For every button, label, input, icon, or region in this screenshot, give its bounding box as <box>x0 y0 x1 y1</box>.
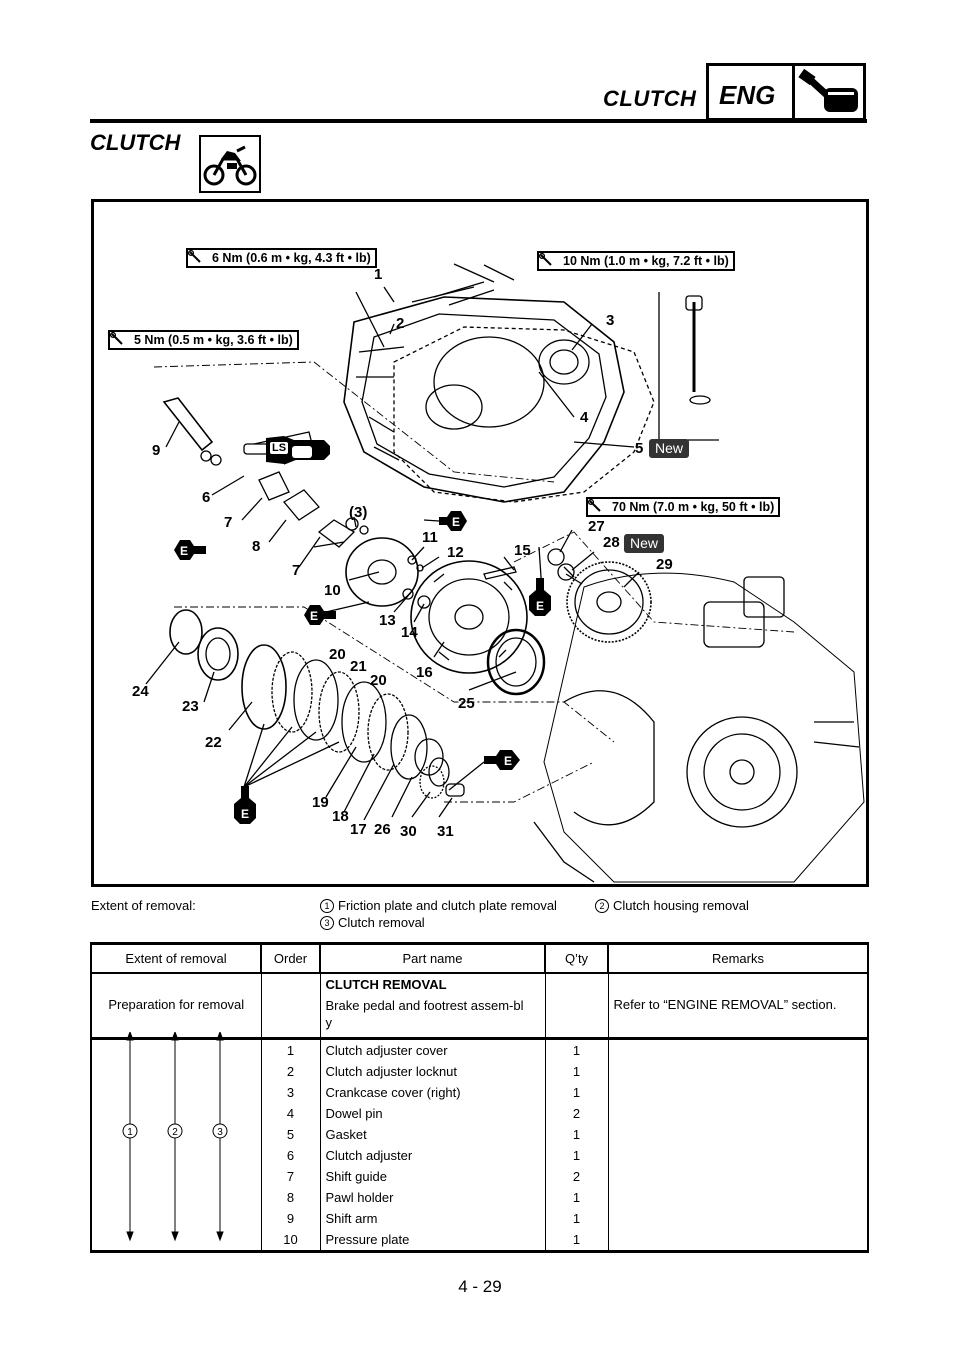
callout-11: 11 <box>422 529 438 546</box>
order-cell: 6 <box>261 1145 320 1166</box>
motorcycle-icon <box>201 137 259 191</box>
wrench-icon <box>188 250 202 264</box>
callout-27: 27 <box>588 518 605 535</box>
remarks-cell <box>608 1166 868 1187</box>
extent-item-2 <box>595 898 749 913</box>
extent-item-text: Clutch removal <box>338 915 425 930</box>
exploded-view-drawing <box>94 202 866 884</box>
extent-item-3 <box>320 915 425 930</box>
callout-12: 12 <box>447 544 464 561</box>
callout-8: 8 <box>252 538 261 555</box>
circled-number: 1 <box>320 899 334 913</box>
order-cell: 8 <box>261 1187 320 1208</box>
remarks-cell <box>608 1208 868 1229</box>
callout-6: 6 <box>202 489 211 506</box>
part-name-cell: Crankcase cover (right) <box>325 1085 461 1100</box>
engine-oil-icon <box>527 578 553 618</box>
qty-cell: 2 <box>545 1166 608 1187</box>
eng-tab-divider <box>792 63 795 121</box>
torque-label-70nm <box>586 497 780 517</box>
col-remarks: Remarks <box>608 944 868 974</box>
callout-28: 28 <box>603 534 620 551</box>
order-cell: 3 <box>261 1082 320 1103</box>
part-name-cell: Gasket <box>325 1127 367 1142</box>
qty-cell: 1 <box>545 1039 608 1062</box>
order-cell: 5 <box>261 1124 320 1145</box>
callout-23: 23 <box>182 698 199 715</box>
engine-piston-icon <box>798 66 862 118</box>
part-name-cell: Dowel pin <box>325 1106 383 1121</box>
qty-cell: 1 <box>545 1187 608 1208</box>
callout-22: 22 <box>205 734 222 751</box>
engine-oil-icon <box>302 602 336 628</box>
torque-label-6nm <box>186 248 377 268</box>
callout-19: 19 <box>312 794 329 811</box>
wrench-icon <box>110 332 124 346</box>
qty-cell: 1 <box>545 1124 608 1145</box>
callout-7: 7 <box>224 514 233 531</box>
order-cell: 4 <box>261 1103 320 1124</box>
part-name-cell: Shift arm <box>325 1211 378 1226</box>
col-extent: Extent of removal <box>91 944 261 974</box>
part-name-cell: Clutch adjuster <box>325 1148 413 1163</box>
oil-mark-label: E <box>503 754 513 768</box>
remarks-cell <box>608 1145 868 1166</box>
extent-arrows <box>95 1032 245 1242</box>
remarks-cell <box>608 1082 868 1103</box>
callout-20b: 20 <box>370 672 387 689</box>
order-cell: 2 <box>261 1061 320 1082</box>
col-order: Order <box>261 944 320 974</box>
remarks-cell <box>608 1187 868 1208</box>
torque-value-70nm: 70 Nm (7.0 m • kg, 50 ft • lb) <box>612 500 775 514</box>
part-name-cell: Shift guide <box>325 1169 387 1184</box>
callout-9: 9 <box>152 442 161 459</box>
remarks-cell <box>608 1061 868 1082</box>
col-part-name: Part name <box>320 944 545 974</box>
extent-marker-3: 3 <box>217 1127 223 1138</box>
order-cell: 9 <box>261 1208 320 1229</box>
callout-16: 16 <box>416 664 433 681</box>
oil-mark-label: E <box>535 599 545 613</box>
extent-item-text: Friction plate and clutch plate removal <box>338 898 557 913</box>
callout-17: 17 <box>350 821 367 838</box>
clutch-exploded-diagram <box>91 199 869 887</box>
callout-10: 10 <box>324 582 341 599</box>
qty-cell: 1 <box>545 1061 608 1082</box>
callout-30: 30 <box>400 823 417 840</box>
callout-21: 21 <box>350 658 367 675</box>
callout-4: 4 <box>580 409 589 426</box>
order-cell: 10 <box>261 1229 320 1252</box>
callout-24: 24 <box>132 683 149 700</box>
table-header-row <box>91 944 868 974</box>
extent-of-removal-label: Extent of removal: <box>91 898 196 913</box>
part-name-cell: Clutch adjuster locknut <box>325 1064 458 1079</box>
circled-number: 2 <box>595 899 609 913</box>
callout-29: 29 <box>656 556 673 573</box>
part-name-cell: Clutch adjuster cover <box>325 1043 448 1058</box>
circled-number: 3 <box>320 916 334 930</box>
torque-value-5nm: 5 Nm (0.5 m • kg, 3.6 ft • lb) <box>134 333 293 347</box>
header-section-title: CLUTCH <box>603 86 697 111</box>
extent-item-text: Clutch housing removal <box>613 898 749 913</box>
callout-14: 14 <box>401 624 418 641</box>
motorcycle-icon-box <box>199 135 261 193</box>
callout-31: 31 <box>437 823 454 840</box>
wrench-icon <box>588 499 602 513</box>
remarks-cell <box>608 1124 868 1145</box>
callout-5: 5 <box>635 440 644 457</box>
remarks-cell <box>608 1039 868 1062</box>
remarks-cell <box>608 1103 868 1124</box>
callout-15: 15 <box>514 542 531 559</box>
order-cell: 7 <box>261 1166 320 1187</box>
engine-oil-icon <box>232 786 258 826</box>
section-heading: CLUTCH REMOVAL <box>325 977 447 992</box>
part-name-cell: Pawl holder <box>325 1190 394 1205</box>
callout-25: 25 <box>458 695 475 712</box>
prep-part-name: Brake pedal and footrest assem-bly <box>325 998 524 1030</box>
torque-label-5nm <box>108 330 299 350</box>
new-part-tag: New <box>624 534 664 553</box>
remarks-cell <box>608 1229 868 1252</box>
callout-3: 3 <box>606 312 615 329</box>
qty-cell: 1 <box>545 1229 608 1252</box>
callout-13: 13 <box>379 612 396 629</box>
callout-1: 1 <box>374 266 383 283</box>
grease-mark-label: LS <box>272 442 287 454</box>
callout-20: 20 <box>329 646 346 663</box>
prep-remarks: Refer to “ENGINE REMOVAL” section. <box>608 995 868 1039</box>
section-heading-row <box>91 973 868 995</box>
page-number: 4 - 29 <box>458 1277 502 1296</box>
torque-label-10nm <box>537 251 735 271</box>
extent-marker-2: 2 <box>172 1127 178 1138</box>
new-part-tag: New <box>649 439 689 458</box>
col-qty: Q’ty <box>545 944 608 974</box>
oil-mark-label: E <box>309 609 319 623</box>
oil-mark-label: E <box>179 544 189 558</box>
engine-oil-icon <box>172 537 206 563</box>
extent-item-1 <box>320 898 557 913</box>
eng-tab-label: ENG <box>719 80 776 110</box>
part-name-cell: Pressure plate <box>320 1229 545 1252</box>
engine-oil-icon <box>439 507 469 535</box>
qty-cell: 1 <box>545 1082 608 1103</box>
oil-mark-label: E <box>240 807 250 821</box>
callout-2: 2 <box>396 315 405 332</box>
callout-3-paren: (3) <box>349 504 368 521</box>
torque-value-10nm: 10 Nm (1.0 m • kg, 7.2 ft • lb) <box>563 254 729 268</box>
qty-cell: 2 <box>545 1103 608 1124</box>
order-cell: 1 <box>261 1039 320 1062</box>
prep-extent: Preparation for removal <box>91 995 261 1039</box>
callout-18: 18 <box>332 808 349 825</box>
qty-cell: 1 <box>545 1208 608 1229</box>
callout-26: 26 <box>374 821 391 838</box>
engine-oil-icon <box>484 746 522 774</box>
qty-cell: 1 <box>545 1145 608 1166</box>
extent-marker-1: 1 <box>127 1127 133 1138</box>
torque-value-6nm: 6 Nm (0.6 m • kg, 4.3 ft • lb) <box>212 251 371 265</box>
callout-7b: 7 <box>292 562 301 579</box>
page-title: CLUTCH <box>90 130 181 155</box>
oil-mark-label: E <box>451 515 461 529</box>
wrench-icon <box>539 253 553 267</box>
